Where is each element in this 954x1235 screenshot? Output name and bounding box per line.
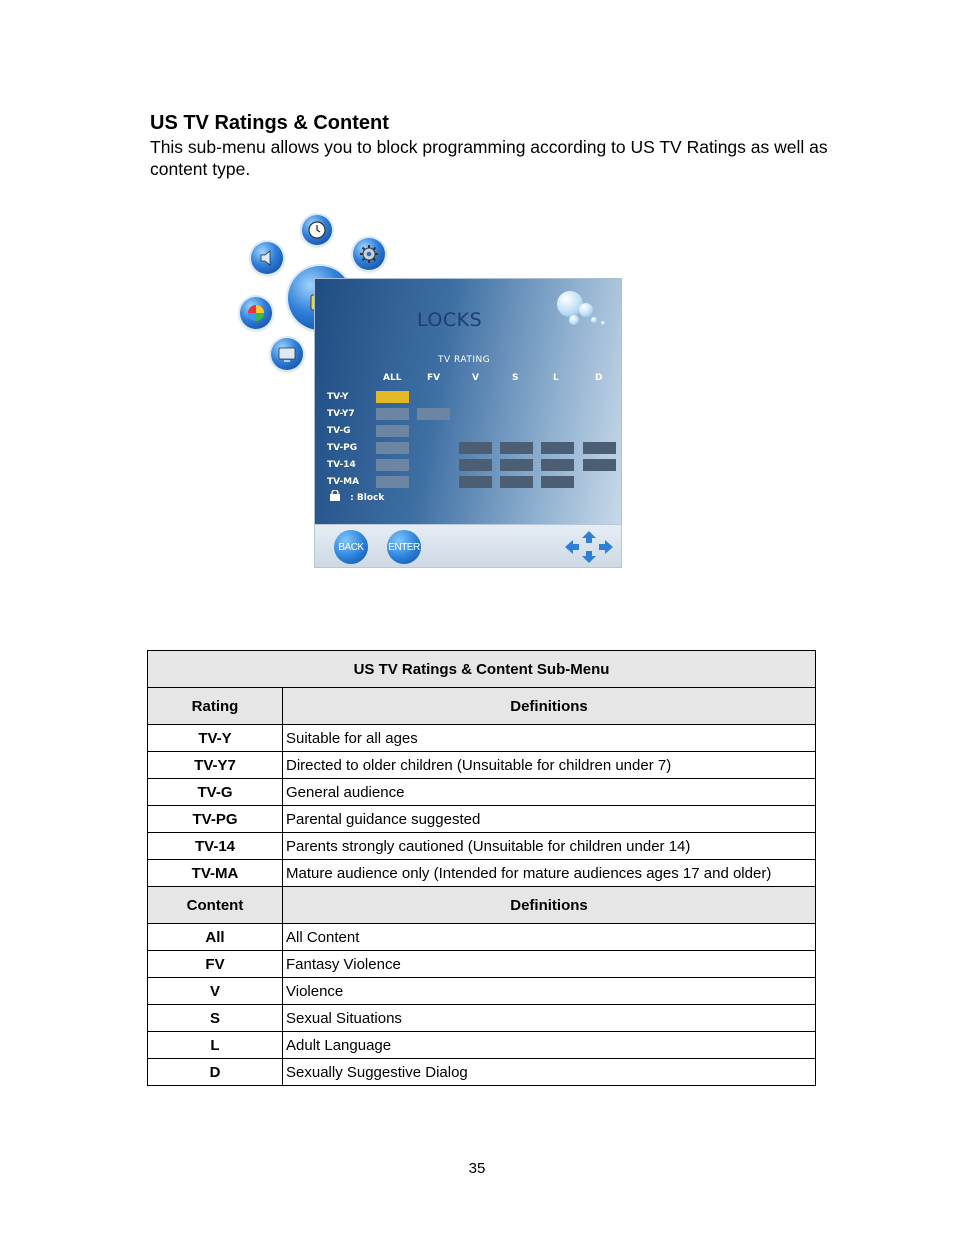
- lock-cell[interactable]: [376, 459, 409, 471]
- content-definition: Fantasy Violence: [283, 951, 816, 978]
- row-tv-ma: TV-MA: [327, 477, 360, 487]
- nav-arrows-icon: [561, 529, 617, 565]
- col-all: ALL: [383, 373, 402, 383]
- row-tv-y: TV-Y: [327, 392, 349, 402]
- col-fv: FV: [427, 373, 441, 383]
- speaker-icon[interactable]: [251, 242, 283, 274]
- lock-cell[interactable]: [541, 459, 574, 471]
- content-definition: Violence: [283, 978, 816, 1005]
- locks-panel: [314, 278, 622, 530]
- menu-title: LOCKS: [417, 309, 483, 331]
- block-legend-label: : Block: [350, 493, 385, 503]
- rating-definition: Suitable for all ages: [283, 725, 816, 752]
- page-number: 35: [468, 1160, 486, 1177]
- lock-cell[interactable]: [459, 459, 492, 471]
- content-code: All: [148, 924, 283, 951]
- rating-definition: Mature audience only (Intended for mature audiences ages 17 and older): [283, 860, 816, 887]
- table-row: [148, 951, 816, 978]
- tv-icon[interactable]: [271, 338, 303, 370]
- lock-cell[interactable]: [500, 442, 533, 454]
- row-tv-pg: TV-PG: [327, 443, 358, 453]
- lock-cell[interactable]: [376, 408, 409, 420]
- row-tv-y7: TV-Y7: [327, 409, 355, 419]
- rating-code: TV-PG: [148, 806, 283, 833]
- lock-cell[interactable]: [376, 425, 409, 437]
- table-row: [148, 752, 816, 779]
- col-l: L: [553, 373, 559, 383]
- row-tv-14: TV-14: [327, 460, 356, 470]
- rating-definition: Parental guidance suggested: [283, 806, 816, 833]
- rating-code: TV-MA: [148, 860, 283, 887]
- page-heading: US TV Ratings & Content: [150, 112, 389, 134]
- content-header: Content: [148, 887, 283, 924]
- enter-button[interactable]: ENTER: [387, 530, 421, 564]
- rating-code: TV-Y: [148, 725, 283, 752]
- lock-cell[interactable]: [459, 442, 492, 454]
- rating-code: TV-Y7: [148, 752, 283, 779]
- definitions-header: Definitions: [283, 688, 816, 725]
- rating-definition: General audience: [283, 779, 816, 806]
- table-row: [148, 1059, 816, 1086]
- col-d: D: [595, 373, 603, 383]
- content-definition: Sexual Situations: [283, 1005, 816, 1032]
- definitions-header: Definitions: [283, 887, 816, 924]
- menu-footer: [314, 524, 622, 568]
- rating-code: TV-G: [148, 779, 283, 806]
- table-title: US TV Ratings & Content Sub-Menu: [148, 651, 816, 688]
- rating-header: Rating: [148, 688, 283, 725]
- lock-cell[interactable]: [376, 391, 409, 403]
- content-code: S: [148, 1005, 283, 1032]
- lock-cell[interactable]: [376, 476, 409, 488]
- rating-code: TV-14: [148, 833, 283, 860]
- lock-cell[interactable]: [417, 408, 450, 420]
- small-lock-icon: [329, 493, 344, 503]
- lock-cell[interactable]: [583, 459, 616, 471]
- lock-cell[interactable]: [541, 476, 574, 488]
- lock-cell[interactable]: [583, 442, 616, 454]
- intro-paragraph: This sub-menu allows you to block programming according to US TV Ratings as well as content type.: [150, 137, 828, 179]
- lock-cell[interactable]: [376, 442, 409, 454]
- content-definition: Adult Language: [283, 1032, 816, 1059]
- menu-subtitle: TV RATING: [438, 355, 491, 365]
- color-wheel-icon[interactable]: [240, 297, 272, 329]
- table-row: [148, 806, 816, 833]
- col-s: S: [512, 373, 519, 383]
- lock-cell[interactable]: [500, 459, 533, 471]
- back-button[interactable]: BACK: [334, 530, 368, 564]
- content-definition: All Content: [283, 924, 816, 951]
- content-code: V: [148, 978, 283, 1005]
- content-code: L: [148, 1032, 283, 1059]
- table-row: [148, 779, 816, 806]
- content-definition: Sexually Suggestive Dialog: [283, 1059, 816, 1086]
- bubbles-decoration: [555, 285, 615, 333]
- table-row: [148, 1032, 816, 1059]
- ratings-table: [147, 650, 816, 1086]
- table-row: [148, 924, 816, 951]
- row-tv-g: TV-G: [327, 426, 351, 436]
- lock-cell[interactable]: [459, 476, 492, 488]
- clock-icon[interactable]: [302, 215, 332, 245]
- locks-menu-screenshot: [236, 212, 628, 568]
- lock-cell[interactable]: [541, 442, 574, 454]
- table-row: [148, 725, 816, 752]
- content-code: D: [148, 1059, 283, 1086]
- content-code: FV: [148, 951, 283, 978]
- gear-icon[interactable]: [353, 238, 385, 270]
- table-row: [148, 833, 816, 860]
- table-row: [148, 860, 816, 887]
- table-row: [148, 1005, 816, 1032]
- table-row: [148, 978, 816, 1005]
- rating-definition: Parents strongly cautioned (Unsuitable for children under 14): [283, 833, 816, 860]
- col-v: V: [472, 373, 479, 383]
- lock-cell[interactable]: [500, 476, 533, 488]
- rating-definition: Directed to older children (Unsuitable for children under 7): [283, 752, 816, 779]
- block-legend: [329, 490, 384, 503]
